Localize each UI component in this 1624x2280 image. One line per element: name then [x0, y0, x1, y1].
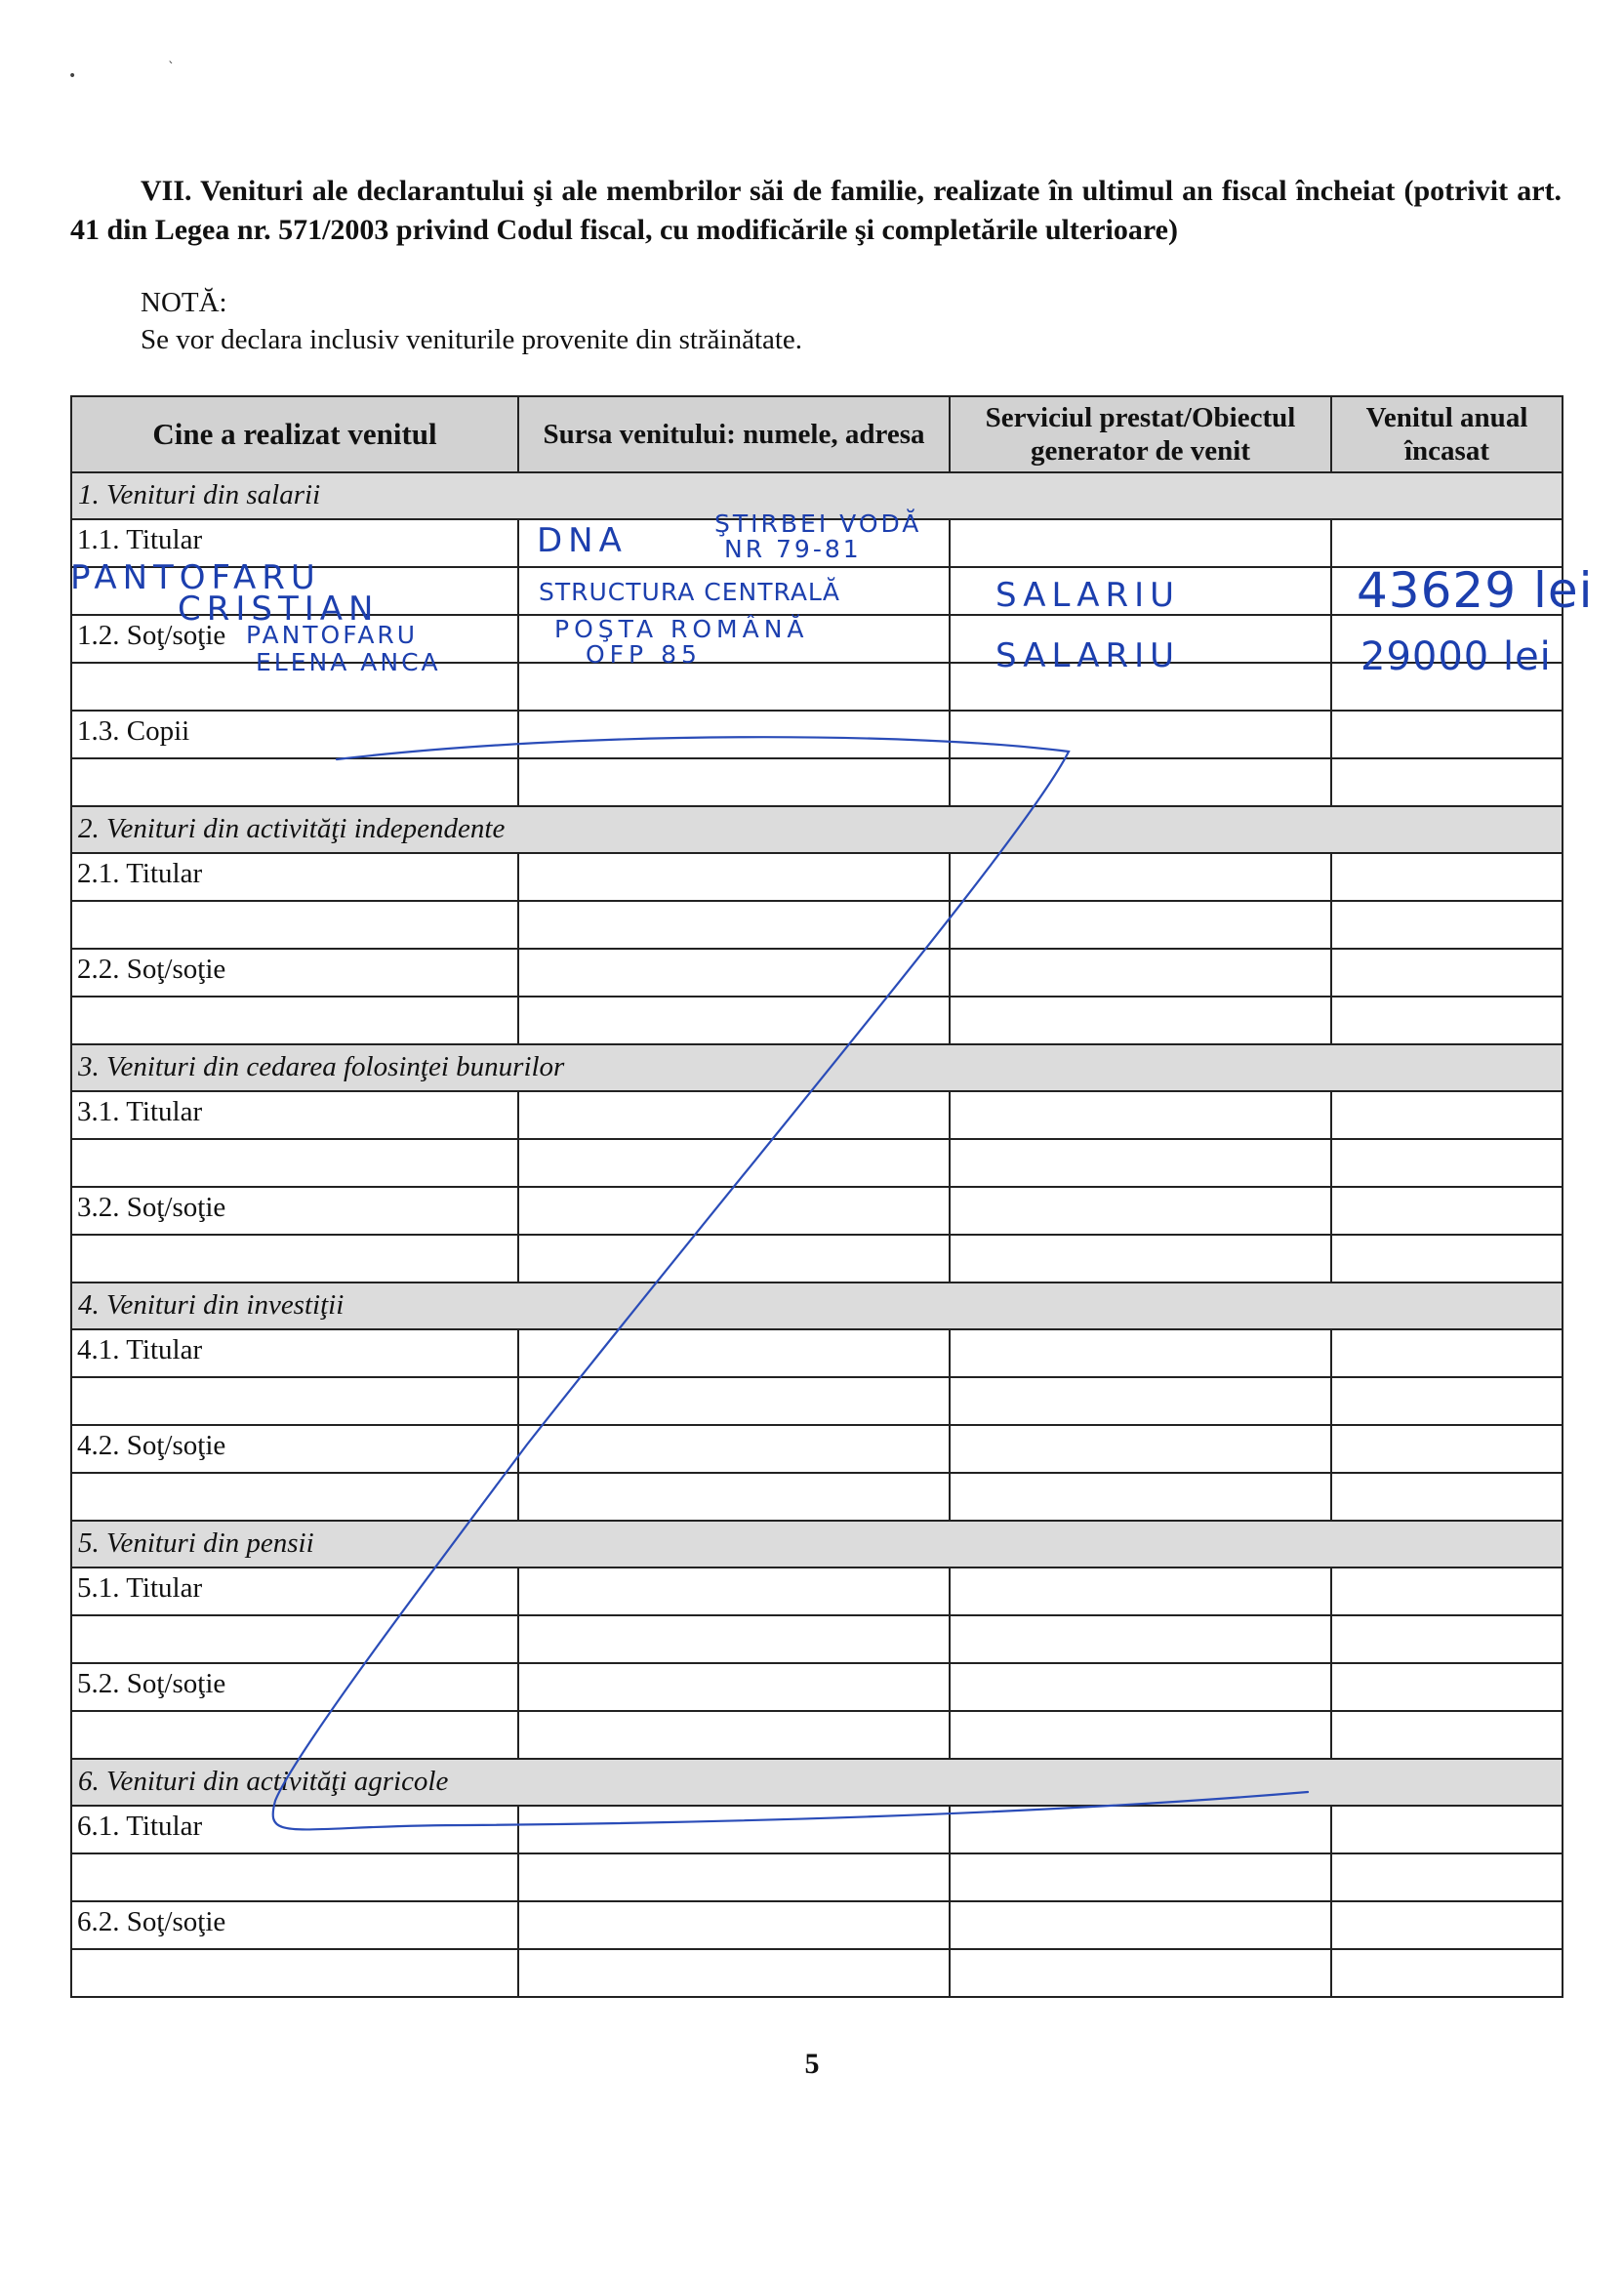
note-label: NOTĂ:: [141, 287, 227, 318]
source-cell: [518, 1568, 950, 1615]
table-row: [71, 1853, 1563, 1901]
source-cell: [518, 1187, 950, 1235]
source-cell: [518, 1853, 950, 1901]
row-label: 3.1. Titular: [71, 1091, 518, 1139]
row-label: [71, 1949, 518, 1997]
income-cell: [1331, 1711, 1563, 1759]
section-title: 4. Venituri din investiţii: [71, 1282, 1563, 1329]
row-label: 1.2. Soţ/soţie: [71, 615, 518, 663]
table-row: [71, 1901, 1563, 1949]
service-cell: [950, 1235, 1331, 1282]
hw-titular-name-2: CRISTIAN: [178, 590, 380, 629]
service-cell: [950, 1139, 1331, 1187]
service-cell: [950, 711, 1331, 758]
row-label: [71, 1853, 518, 1901]
source-cell: [518, 663, 950, 711]
source-cell: [518, 949, 950, 997]
service-cell: [950, 949, 1331, 997]
table-header-row: [71, 396, 1563, 472]
row-label: 4.2. Soţ/soţie: [71, 1425, 518, 1473]
hw-spouse-name-2: ELENA ANCA: [256, 648, 441, 676]
row-label: [71, 997, 518, 1044]
hw-spouse-name-1: PANTOFARU: [246, 621, 419, 649]
service-cell: [950, 1568, 1331, 1615]
source-cell: [518, 1329, 950, 1377]
service-cell: [950, 1187, 1331, 1235]
row-label: 6.1. Titular: [71, 1806, 518, 1853]
income-cell: [1331, 1663, 1563, 1711]
source-cell: [518, 711, 950, 758]
income-cell: [1331, 758, 1563, 806]
income-cell: [1331, 1329, 1563, 1377]
income-cell: [1331, 1949, 1563, 1997]
table-row: [71, 853, 1563, 901]
service-cell: [950, 519, 1331, 567]
income-cell: [1331, 1425, 1563, 1473]
source-cell: [518, 1615, 950, 1663]
service-cell: [950, 901, 1331, 949]
section-row: [71, 806, 1563, 853]
income-cell: [1331, 1091, 1563, 1139]
table-body: [71, 472, 1563, 1997]
service-cell: [950, 1806, 1331, 1853]
table-row: [71, 758, 1563, 806]
hw-source-2-line-2: OFP 85: [586, 640, 702, 669]
hw-source-1-line-2: ŞTIRBEI VODĂ: [714, 509, 922, 538]
income-cell: [1331, 1377, 1563, 1425]
row-label: [71, 1473, 518, 1521]
hw-source-1-line-4: STRUCTURA CENTRALĂ: [539, 578, 840, 606]
row-label: 2.2. Soţ/soţie: [71, 949, 518, 997]
service-cell: [950, 1853, 1331, 1901]
hw-source-2-line-1: POŞTA ROMÂNĂ: [554, 615, 809, 643]
source-cell: [518, 997, 950, 1044]
income-cell: [1331, 1139, 1563, 1187]
section-title: 2. Venituri din activităţi independente: [71, 806, 1563, 853]
income-cell: [1331, 997, 1563, 1044]
table-row: [71, 1473, 1563, 1521]
header-who: Cine a realizat venitul: [71, 396, 518, 472]
table-row: [71, 1091, 1563, 1139]
income-cell: [1331, 1806, 1563, 1853]
row-label: 6.2. Soţ/soţie: [71, 1901, 518, 1949]
source-cell: [518, 853, 950, 901]
table-row: [71, 1949, 1563, 1997]
row-label: [71, 1235, 518, 1282]
service-cell: [950, 1901, 1331, 1949]
source-cell: [518, 1235, 950, 1282]
service-cell: [950, 1329, 1331, 1377]
source-cell: [518, 1663, 950, 1711]
source-cell: [518, 1139, 950, 1187]
row-label: [71, 1377, 518, 1425]
page-number: 5: [804, 2048, 820, 2080]
section-row: [71, 1521, 1563, 1568]
row-label: 1.1. Titular: [71, 519, 518, 567]
service-cell: [950, 853, 1331, 901]
row-label: [71, 758, 518, 806]
service-cell: [950, 1615, 1331, 1663]
source-cell: [518, 1473, 950, 1521]
source-cell: [518, 1377, 950, 1425]
source-cell: [518, 901, 950, 949]
hw-source-1-line-3: NR 79-81: [724, 535, 862, 563]
table-row: [71, 1711, 1563, 1759]
service-cell: [950, 758, 1331, 806]
header-income: Venitul anual încasat: [1331, 396, 1563, 472]
income-cell: [1331, 1901, 1563, 1949]
table-row: [71, 1377, 1563, 1425]
hw-source-1-line-1: DNA: [537, 521, 628, 560]
service-cell: [950, 1663, 1331, 1711]
header-service: Serviciul prestat/Obiectul generator de venit: [950, 396, 1331, 472]
service-cell: [950, 1377, 1331, 1425]
income-cell: [1331, 1187, 1563, 1235]
table-row: [71, 1329, 1563, 1377]
section-row: [71, 1759, 1563, 1806]
table-row: [71, 1187, 1563, 1235]
table-row: [71, 1425, 1563, 1473]
source-cell: [518, 1425, 950, 1473]
section-title: 5. Venituri din pensii: [71, 1521, 1563, 1568]
row-label: [71, 1615, 518, 1663]
row-label: 4.1. Titular: [71, 1329, 518, 1377]
source-cell: [518, 758, 950, 806]
source-cell: [518, 1091, 950, 1139]
scan-dot: •: [68, 68, 77, 84]
source-cell: [518, 1806, 950, 1853]
row-label: 2.1. Titular: [71, 853, 518, 901]
income-cell: [1331, 1568, 1563, 1615]
section-title: 1. Venituri din salarii: [71, 472, 1563, 519]
row-label: 5.1. Titular: [71, 1568, 518, 1615]
income-cell: [1331, 519, 1563, 567]
note-text: Se vor declara inclusiv veniturile provenite din străinătate.: [141, 324, 803, 355]
income-cell: [1331, 1473, 1563, 1521]
hw-service-1: SALARIU: [995, 576, 1180, 615]
service-cell: [950, 1711, 1331, 1759]
hw-income-2: 29000 lei: [1360, 634, 1552, 679]
section-title: 3. Venituri din cedarea folosinţei bunurilor: [71, 1044, 1563, 1091]
service-cell: [950, 1473, 1331, 1521]
section-row: [71, 1044, 1563, 1091]
table-row: [71, 1235, 1563, 1282]
section-title: 6. Venituri din activităţi agricole: [71, 1759, 1563, 1806]
income-cell: [1331, 711, 1563, 758]
income-cell: [1331, 949, 1563, 997]
row-label: 3.2. Soţ/soţie: [71, 1187, 518, 1235]
table-row: [71, 949, 1563, 997]
table-row: [71, 711, 1563, 758]
section-row: [71, 1282, 1563, 1329]
table-row: [71, 997, 1563, 1044]
table-row: [71, 901, 1563, 949]
hw-income-1: 43629 lei: [1357, 562, 1594, 619]
row-label: [71, 1139, 518, 1187]
table-row: [71, 1139, 1563, 1187]
service-cell: [950, 1091, 1331, 1139]
row-label: 1.3. Copii: [71, 711, 518, 758]
service-cell: [950, 1425, 1331, 1473]
scan-tick: ˋ: [168, 61, 175, 76]
income-cell: [1331, 1235, 1563, 1282]
header-source: Sursa venitului: numele, adresa: [518, 396, 950, 472]
source-cell: [518, 1949, 950, 1997]
income-cell: [1331, 901, 1563, 949]
service-cell: [950, 997, 1331, 1044]
table-row: [71, 1806, 1563, 1853]
service-cell: [950, 1949, 1331, 1997]
table-row: [71, 1663, 1563, 1711]
row-label: 5.2. Soţ/soţie: [71, 1663, 518, 1711]
income-cell: [1331, 1615, 1563, 1663]
source-cell: [518, 1711, 950, 1759]
income-cell: [1331, 853, 1563, 901]
hw-service-2: SALARIU: [995, 636, 1180, 675]
source-cell: [518, 1901, 950, 1949]
row-label: [71, 901, 518, 949]
table-row: [71, 1568, 1563, 1615]
hw-titular-name-1: PANTOFARU: [70, 558, 321, 597]
table-row: [71, 1615, 1563, 1663]
section-heading: VII. Venituri ale declarantului şi ale membrilor săi de familie, realizate în ultimul an fiscal încheiat (potrivit art. 41 din Legea nr. 571/2003 privind Codul fiscal, cu modificările şi completările ulterioare): [70, 175, 1562, 246]
income-cell: [1331, 1853, 1563, 1901]
row-label: [71, 1711, 518, 1759]
